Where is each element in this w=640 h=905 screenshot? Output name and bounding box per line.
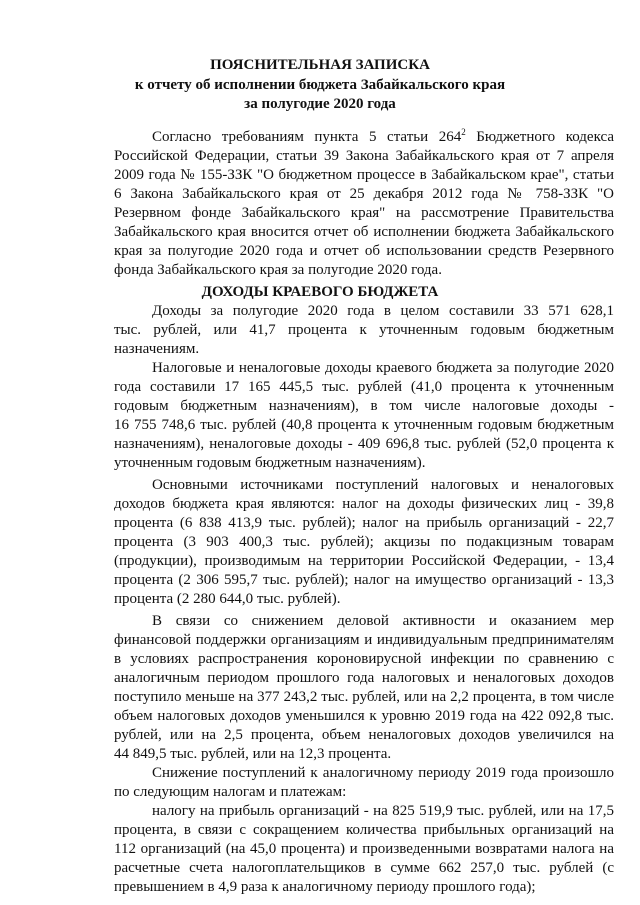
section-heading: ДОХОДЫ КРАЕВОГО БЮДЖЕТА — [201, 284, 439, 300]
paragraph-line: процента (2 280 644,0 тыс. рублей). — [114, 591, 341, 607]
paragraph-line: процента (6 838 413,9 тыс. рублей); налог на прибыль организаций - 22,7 — [114, 515, 614, 531]
paragraph-line: объем налоговых доходов уменьшился к уровню 2019 года на 422 092,8 тыс. — [114, 708, 614, 724]
paragraph-line: аналогичным периодом прошлого года налоговых и неналоговых доходов — [114, 670, 614, 686]
paragraph-line: 44 849,5 тыс. рублей, или на 12,3 процента. — [114, 746, 392, 762]
paragraph-line: назначениям. — [114, 341, 200, 357]
paragraph-line: уточненным годовым бюджетным назначениям). — [114, 455, 426, 471]
paragraph-line: Налоговые и неналоговые доходы краевого бюджета за полугодие 2020 — [152, 360, 614, 376]
intro-line: Российской Федерации, статьи 39 Закона Забайкальского края от 7 апреля — [114, 148, 614, 164]
document-period: за полугодие 2020 года — [244, 96, 396, 112]
paragraph-line: процента (2 306 595,7 тыс. рублей); налог на имущество организаций - 13,3 — [114, 572, 614, 588]
intro-line: Забайкальского края вносится отчет об исполнении бюджета Забайкальского — [114, 224, 614, 240]
paragraph-line: по следующим налогам и платежам: — [114, 784, 347, 800]
paragraph-line: года составили 17 165 445,5 тыс. рублей (41,0 процента к уточненным — [114, 379, 614, 395]
intro-line: Согласно требованиям пункта 5 статьи $264^2$ Бюджетного кодекса — [152, 127, 615, 145]
intro-line: фонда Забайкальского края за полугодие 2020 года. — [114, 262, 442, 278]
paragraph-line: В связи со снижением деловой активности и оказанием мер — [152, 613, 614, 629]
intro-line: края за полугодие 2020 года и отчет об использовании средств Резервного — [114, 243, 614, 259]
paragraph-line: финансовой поддержки организациям и индивидуальным предпринимателям — [114, 632, 614, 648]
paragraph-line: годовым бюджетным назначениям), в том числе налоговые доходы - — [114, 398, 614, 414]
paragraph-line: тыс. рублей, или 41,7 процента к уточненным годовым бюджетным — [114, 322, 614, 338]
document-title: ПОЯСНИТЕЛЬНАЯ ЗАПИСКА — [210, 57, 430, 73]
paragraph-line: в условиях распространения короновирусной инфекции по сравнению с — [114, 651, 614, 667]
paragraph-line: поступило меньше на 377 243,2 тыс. рублей, или на 2,2 процента, в том числе — [114, 689, 614, 705]
paragraph-line: (продукции), производимым на территории Российской Федерации, - 13,4 — [114, 553, 614, 569]
paragraph-line: расчетные счета налогоплательщиков в сумме 662 257,0 тыс. рублей (с — [114, 860, 614, 876]
paragraph-line: налогу на прибыль организаций - на 825 519,9 тыс. рублей, или на 17,5 — [152, 803, 614, 819]
paragraph-line: процента, в связи с сокращением количества прибыльных организаций на — [114, 822, 614, 838]
paragraph-line: рублей, или на 2,5 процента, объем неналоговых доходов увеличился на — [114, 727, 614, 743]
intro-line: Резервном фонде Забайкальского края" на рассмотрение Правительства — [114, 205, 614, 221]
intro-line: 2009 года № 155-ЗЗК "О бюджетном процессе в Забайкальском крае", статьи — [114, 167, 614, 183]
paragraph-line: Снижение поступлений к аналогичному периоду 2019 года произошло — [152, 765, 614, 781]
paragraph-line: 112 организаций (на 45,0 процента) и произведенными возвратами налога на — [114, 841, 614, 857]
paragraph-line: Доходы за полугодие 2020 года в целом составили 33 571 628,1 — [152, 303, 614, 319]
document-subtitle: к отчету об исполнении бюджета Забайкальского края — [134, 77, 506, 93]
paragraph-line: Основными источниками поступлений налоговых и неналоговых — [152, 477, 614, 493]
paragraph-line: 16 755 748,6 тыс. рублей (40,8 процента к уточненным годовым бюджетным — [114, 417, 614, 433]
paragraph-line: процента (3 903 400,3 тыс. рублей); акцизы по подакцизным товарам — [114, 534, 614, 550]
paragraph-line: доходов бюджета края являются: налог на доходы физических лиц - 39,8 — [114, 496, 614, 512]
intro-line: 6 Закона Забайкальского края от 25 декабря 2012 года № 758-ЗЗК "О — [114, 186, 614, 202]
paragraph-line: превышением в 4,9 раза к аналогичному периоду прошлого года); — [114, 879, 536, 895]
paragraph-line: назначениям), неналоговые доходы - 409 696,8 тыс. рублей (52,0 процента к — [114, 436, 614, 452]
